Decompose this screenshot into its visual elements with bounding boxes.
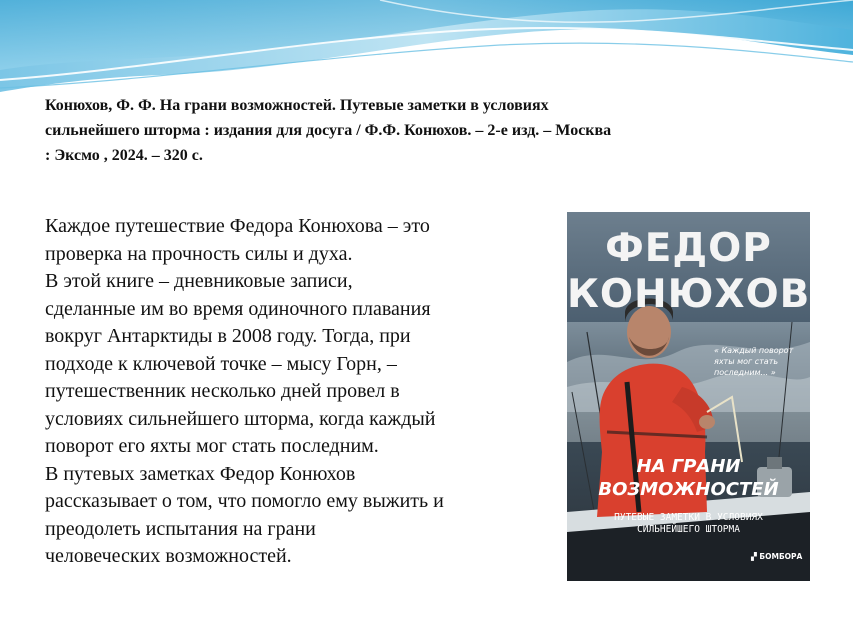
description-line: проверка на прочность силы и духа. <box>45 242 353 265</box>
description-line: человеческих возможностей. <box>45 545 292 567</box>
publisher-logo <box>751 552 802 561</box>
publisher-name: БОМБОРА <box>759 552 803 561</box>
cover-author-first: ФЕДОР <box>605 226 772 271</box>
header-wave-decoration <box>0 0 853 100</box>
book-cover <box>567 212 810 581</box>
description-line: вокруг Антарктиды в 2008 году. Тогда, при <box>45 325 411 347</box>
book-description <box>45 213 535 571</box>
description-line: В путевых заметках Федор Конюхов <box>45 462 356 485</box>
description-line: подходе к ключевой точке – мысу Горн, – <box>45 352 397 375</box>
bibliographic-citation <box>45 93 815 168</box>
cover-quote-line: « Каждый поворот <box>714 346 794 355</box>
cover-author-last: КОНЮХОВ <box>567 272 810 317</box>
citation-line: : Эксмо , 2024. – 320 с. <box>45 147 203 164</box>
description-line: преодолеть испытания на грани <box>45 517 316 540</box>
cover-quote <box>714 345 804 378</box>
citation-line: Конюхов, Ф. Ф. На грани возможностей. Путевые заметки в условиях <box>45 97 549 114</box>
description-line: поворот его яхты мог стать последним. <box>45 435 379 457</box>
description-line: путешественник несколько дней провел в <box>45 380 400 402</box>
description-line: В этой книге – дневниковые записи, <box>45 270 353 292</box>
cover-title-line: ВОЗМОЖНОСТЕЙ <box>598 479 779 500</box>
cover-title-line: НА ГРАНИ <box>636 456 741 477</box>
description-line: рассказывает о том, что помогло ему выжить и <box>45 490 444 512</box>
cover-subtitle-line: СИЛЬНЕЙШЕГО ШТОРМА <box>637 524 740 535</box>
description-line: сделанные им во время одиночного плавания <box>45 297 431 320</box>
cover-subtitle-line: ПУТЕВЫЕ ЗАМЕТКИ В УСЛОВИЯХ <box>614 512 763 523</box>
cover-quote-line: яхты мог стать <box>714 357 779 366</box>
cover-quote-line: последним... » <box>714 368 776 377</box>
citation-line: сильнейшего шторма : издания для досуга / Ф.Ф. Конюхов. – 2-е изд. – Москва <box>45 122 612 139</box>
description-line: условиях сильнейшего шторма, когда каждый <box>45 407 436 430</box>
publisher-mark-icon: ▞ <box>751 552 760 561</box>
description-line: Каждое путешествие Федора Конюхова – это <box>45 215 430 237</box>
